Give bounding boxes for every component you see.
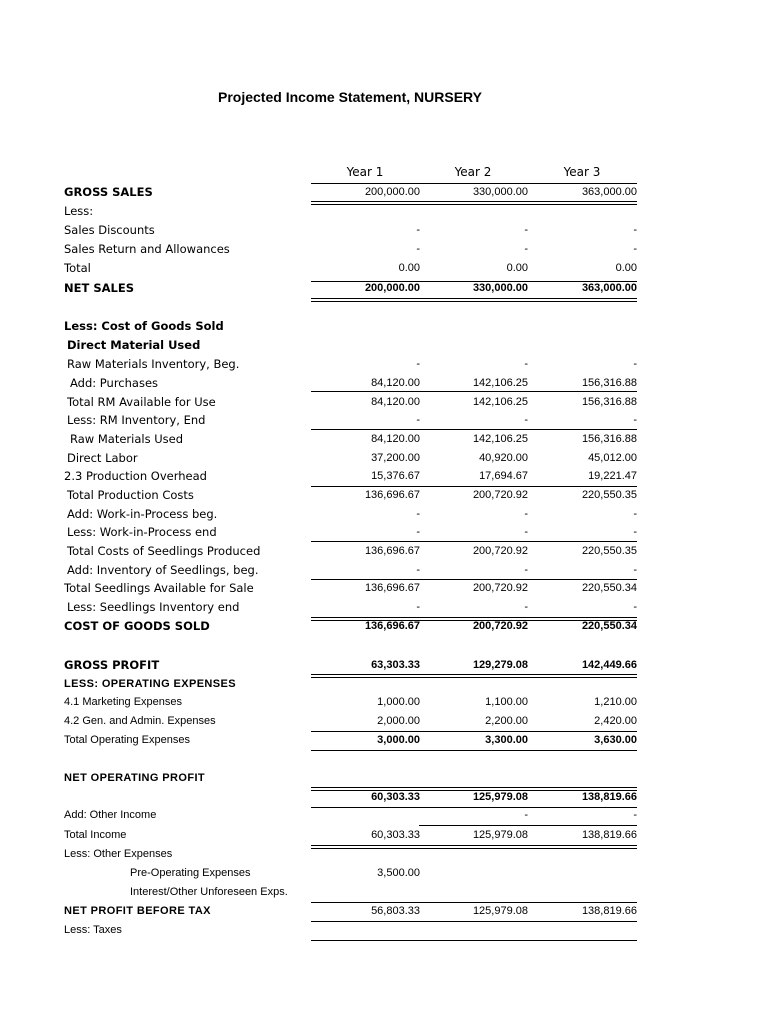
row-value-year-3: 156,316.88 bbox=[581, 377, 637, 389]
rule-single bbox=[311, 750, 637, 751]
rule-single bbox=[311, 579, 637, 580]
row-value-year-3: 2,420.00 bbox=[594, 715, 637, 727]
row-value-year-3: 19,221.47 bbox=[588, 470, 637, 482]
row-value-year-1: 63,303.33 bbox=[371, 659, 420, 671]
row-label: Total Production Costs bbox=[67, 488, 194, 502]
row-value-year-3: - bbox=[633, 564, 637, 576]
row-label: 4.2 Gen. and Admin. Expenses bbox=[64, 715, 216, 727]
table-row bbox=[0, 240, 768, 259]
row-value-year-2: 17,694.67 bbox=[479, 470, 528, 482]
row-label: Total Costs of Seedlings Produced bbox=[67, 544, 261, 558]
row-label: Less: Taxes bbox=[64, 924, 122, 936]
table-row bbox=[0, 579, 768, 598]
row-value-year-3: 142,449.66 bbox=[581, 659, 637, 671]
row-value-year-1: 37,200.00 bbox=[371, 452, 420, 464]
row-label: Less: Seedlings Inventory end bbox=[67, 600, 240, 614]
row-value-year-2: 330,000.00 bbox=[472, 282, 528, 294]
row-value-year-2: - bbox=[524, 414, 528, 426]
row-label: COST OF GOODS SOLD bbox=[64, 619, 210, 633]
table-row bbox=[0, 317, 768, 336]
row-value-year-2: 0.00 bbox=[506, 262, 528, 274]
row-label: Add: Inventory of Seedlings, beg. bbox=[67, 563, 259, 577]
row-value-year-2: 125,979.08 bbox=[472, 905, 528, 917]
row-label: Direct Material Used bbox=[67, 338, 201, 352]
row-label: Raw Materials Used bbox=[70, 432, 183, 446]
row-value-year-2: 125,979.08 bbox=[472, 791, 528, 803]
table-row bbox=[0, 598, 768, 617]
row-value-year-2: 3,300.00 bbox=[485, 734, 528, 746]
rule-segment bbox=[419, 825, 527, 826]
row-value-year-2: 200,720.92 bbox=[472, 545, 528, 557]
row-value-year-1: 136,696.67 bbox=[364, 489, 420, 501]
row-value-year-1: - bbox=[416, 243, 420, 255]
row-value-year-3: 220,550.34 bbox=[581, 620, 637, 632]
row-label: Less: Work-in-Process end bbox=[67, 525, 217, 539]
table-row bbox=[0, 731, 768, 750]
row-value-year-1: 60,303.33 bbox=[371, 791, 420, 803]
row-value-year-3: - bbox=[633, 809, 637, 821]
row-label: 2.3 Production Overhead bbox=[64, 469, 207, 483]
rule-segment bbox=[527, 825, 637, 826]
row-label: Less: RM Inventory, End bbox=[67, 413, 206, 427]
rule-double bbox=[311, 674, 637, 678]
table-row bbox=[0, 467, 768, 486]
rule-single bbox=[311, 807, 637, 808]
table-row bbox=[0, 430, 768, 449]
row-label: Pre-Operating Expenses bbox=[130, 867, 251, 879]
rule-double bbox=[311, 298, 637, 302]
row-value-year-2: 2,200.00 bbox=[485, 715, 528, 727]
table-row bbox=[0, 561, 768, 580]
row-label: Add: Other Income bbox=[64, 809, 157, 821]
table-row bbox=[0, 902, 768, 921]
row-value-year-1: - bbox=[416, 601, 420, 613]
row-value-year-1: 136,696.67 bbox=[364, 620, 420, 632]
row-value-year-1: - bbox=[416, 358, 420, 370]
row-value-year-1: 84,120.00 bbox=[371, 433, 420, 445]
row-label: Total Seedlings Available for Sale bbox=[64, 581, 254, 595]
row-value-year-3: 138,819.66 bbox=[581, 791, 637, 803]
row-value-year-3: 138,819.66 bbox=[581, 829, 637, 841]
row-value-year-1: 84,120.00 bbox=[371, 396, 420, 408]
table-row bbox=[0, 826, 768, 845]
row-label: LESS: OPERATING EXPENSES bbox=[64, 678, 236, 690]
table-row bbox=[0, 411, 768, 430]
column-header-year-1: Year 1 bbox=[346, 165, 384, 179]
row-value-year-2: 125,979.08 bbox=[472, 829, 528, 841]
table-row bbox=[0, 883, 768, 902]
column-header-year-2: Year 2 bbox=[454, 165, 492, 179]
rule-single bbox=[311, 486, 637, 487]
row-value-year-3: 363,000.00 bbox=[581, 186, 637, 198]
row-label: Total Operating Expenses bbox=[64, 734, 190, 746]
table-row bbox=[0, 921, 768, 940]
row-value-year-3: 220,550.34 bbox=[581, 582, 637, 594]
row-value-year-1: - bbox=[416, 414, 420, 426]
table-row bbox=[0, 393, 768, 412]
rule-single bbox=[311, 541, 637, 542]
row-value-year-2: - bbox=[524, 564, 528, 576]
rule-double bbox=[311, 787, 637, 791]
row-value-year-2: 142,106.25 bbox=[472, 396, 528, 408]
table-row bbox=[0, 183, 768, 202]
page-title: Projected Income Statement, NURSERY bbox=[218, 89, 482, 105]
row-value-year-3: - bbox=[633, 358, 637, 370]
row-value-year-2: 142,106.25 bbox=[472, 377, 528, 389]
row-value-year-3: - bbox=[633, 243, 637, 255]
row-label: Less: bbox=[64, 204, 94, 218]
rule-single bbox=[311, 902, 637, 903]
row-value-year-1: 84,120.00 bbox=[371, 377, 420, 389]
row-value-year-1: 3,000.00 bbox=[377, 734, 420, 746]
row-value-year-2: - bbox=[524, 809, 528, 821]
row-value-year-3: - bbox=[633, 601, 637, 613]
row-value-year-1: 60,303.33 bbox=[371, 829, 420, 841]
row-label: Add: Work-in-Process beg. bbox=[67, 507, 218, 521]
row-value-year-3: 156,316.88 bbox=[581, 396, 637, 408]
row-value-year-1: - bbox=[416, 564, 420, 576]
table-row bbox=[0, 259, 768, 278]
row-value-year-1: 136,696.67 bbox=[364, 545, 420, 557]
row-value-year-1: 1,000.00 bbox=[377, 696, 420, 708]
table-row bbox=[0, 449, 768, 468]
row-value-year-3: 0.00 bbox=[615, 262, 637, 274]
row-label: Less: Other Expenses bbox=[64, 848, 173, 860]
table-row bbox=[0, 769, 768, 788]
row-value-year-1: 3,500.00 bbox=[377, 867, 420, 879]
row-value-year-1: 136,696.67 bbox=[364, 582, 420, 594]
row-value-year-2: 129,279.08 bbox=[472, 659, 528, 671]
row-label: Total Income bbox=[64, 829, 127, 841]
row-value-year-3: 138,819.66 bbox=[581, 905, 637, 917]
row-label: Direct Labor bbox=[67, 451, 138, 465]
row-value-year-2: 200,720.92 bbox=[472, 582, 528, 594]
row-value-year-3: 363,000.00 bbox=[581, 282, 637, 294]
row-value-year-3: - bbox=[633, 414, 637, 426]
rule-single bbox=[311, 921, 637, 922]
rule-single bbox=[311, 940, 637, 941]
row-label: Sales Discounts bbox=[64, 223, 155, 237]
row-label: NET PROFIT BEFORE TAX bbox=[64, 905, 211, 917]
rule-double bbox=[311, 845, 637, 849]
row-label: Add: Purchases bbox=[70, 376, 159, 390]
row-value-year-2: 200,720.92 bbox=[472, 489, 528, 501]
table-row bbox=[0, 693, 768, 712]
row-value-year-3: 45,012.00 bbox=[588, 452, 637, 464]
row-value-year-3: 3,630.00 bbox=[594, 734, 637, 746]
row-label: Interest/Other Unforeseen Exps. bbox=[130, 886, 288, 898]
row-value-year-2: - bbox=[524, 601, 528, 613]
row-value-year-1: - bbox=[416, 526, 420, 538]
row-label: Sales Return and Allowances bbox=[64, 242, 230, 256]
row-value-year-2: - bbox=[524, 508, 528, 520]
rule-single bbox=[311, 391, 637, 392]
row-value-year-2: 142,106.25 bbox=[472, 433, 528, 445]
row-value-year-1: - bbox=[416, 508, 420, 520]
row-value-year-1: 2,000.00 bbox=[377, 715, 420, 727]
row-value-year-1: 15,376.67 bbox=[371, 470, 420, 482]
row-value-year-2: - bbox=[524, 224, 528, 236]
row-value-year-2: - bbox=[524, 358, 528, 370]
table-row bbox=[0, 712, 768, 731]
row-label: Raw Materials Inventory, Beg. bbox=[67, 357, 240, 371]
row-value-year-3: - bbox=[633, 526, 637, 538]
row-value-year-3: - bbox=[633, 224, 637, 236]
table-row bbox=[0, 355, 768, 374]
rule-single bbox=[311, 731, 637, 732]
row-value-year-2: 330,000.00 bbox=[472, 186, 528, 198]
row-value-year-1: 200,000.00 bbox=[364, 282, 420, 294]
row-value-year-3: 220,550.35 bbox=[581, 545, 637, 557]
row-label: Total bbox=[64, 261, 91, 275]
row-value-year-1: 56,803.33 bbox=[371, 905, 420, 917]
rule-single bbox=[311, 429, 637, 430]
row-label: Total RM Available for Use bbox=[67, 395, 216, 409]
row-label: NET SALES bbox=[64, 281, 134, 295]
table-row bbox=[0, 221, 768, 240]
row-value-year-3: - bbox=[633, 508, 637, 520]
table-row bbox=[0, 486, 768, 505]
row-value-year-2: - bbox=[524, 243, 528, 255]
row-label: GROSS SALES bbox=[64, 185, 153, 199]
rule-double bbox=[311, 617, 637, 621]
row-value-year-1: 200,000.00 bbox=[364, 186, 420, 198]
row-value-year-2: 40,920.00 bbox=[479, 452, 528, 464]
table-row bbox=[0, 336, 768, 355]
column-header-year-3: Year 3 bbox=[563, 165, 601, 179]
table-row bbox=[0, 656, 768, 675]
table-row bbox=[0, 523, 768, 542]
row-label: 4.1 Marketing Expenses bbox=[64, 696, 183, 708]
table-row bbox=[0, 542, 768, 561]
rule-double bbox=[311, 201, 637, 205]
row-value-year-1: 0.00 bbox=[398, 262, 420, 274]
row-label: GROSS PROFIT bbox=[64, 658, 160, 672]
row-value-year-3: 156,316.88 bbox=[581, 433, 637, 445]
row-label: Less: Cost of Goods Sold bbox=[64, 319, 224, 333]
table-row bbox=[0, 806, 768, 825]
table-row bbox=[0, 505, 768, 524]
row-value-year-3: 220,550.35 bbox=[581, 489, 637, 501]
table-row bbox=[0, 864, 768, 883]
row-value-year-2: 1,100.00 bbox=[485, 696, 528, 708]
row-value-year-2: - bbox=[524, 526, 528, 538]
row-value-year-1: - bbox=[416, 224, 420, 236]
row-value-year-2: 200,720.92 bbox=[472, 620, 528, 632]
row-label: NET OPERATING PROFIT bbox=[64, 772, 206, 784]
row-value-year-3: 1,210.00 bbox=[594, 696, 637, 708]
rule-single bbox=[311, 281, 637, 282]
